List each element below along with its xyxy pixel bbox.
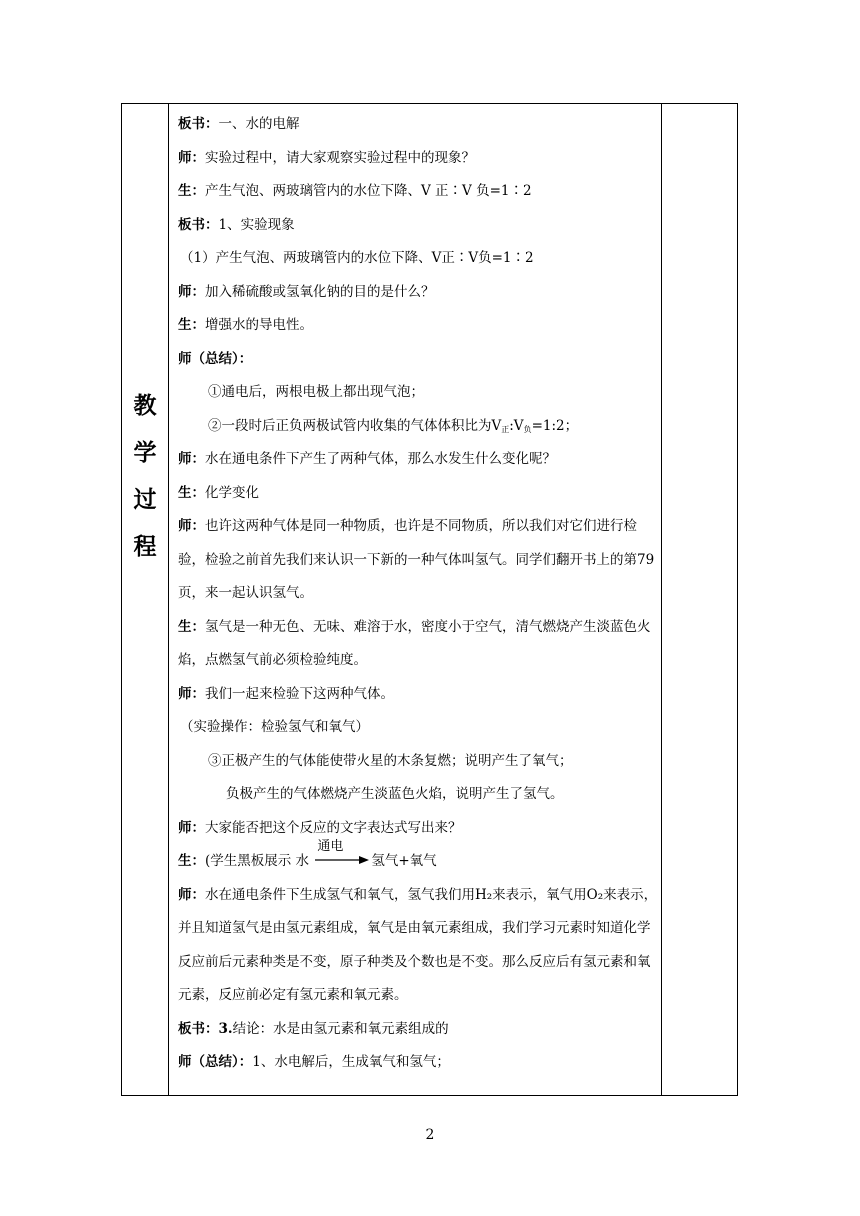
lesson-line (178, 812, 658, 846)
speaker-label: 师： (178, 886, 205, 903)
lesson-line (178, 242, 658, 276)
line-text: :V (509, 417, 524, 434)
lesson-line (178, 443, 658, 477)
lesson-line (178, 108, 658, 142)
reaction-arrow (313, 839, 371, 866)
lesson-content (178, 108, 658, 1080)
lesson-table (121, 103, 738, 1096)
line-text: =1:2； (531, 417, 579, 434)
speaker-label: 生： (178, 853, 205, 869)
line-text: 加入稀硫酸或氢氧化钠的目的是什么？ (205, 283, 435, 300)
speaker-label: 师（总结）： (178, 1054, 253, 1070)
section-label-char: 教 (133, 392, 157, 419)
speaker-label: 师： (178, 283, 205, 300)
line-text: ③正极产生的气体能使带火星的木条复燃；说明产生了氧气； (208, 752, 573, 769)
notes-cell (661, 104, 737, 1095)
line-text: 我们一起来检验下这两种气体。 (205, 685, 394, 702)
line-text: 水在通电条件下生成氢气和氧气，氢气我们用H₂来表示，氧气用O₂来表示，并且知道氢气是由氢元素组成，氧气是由氧元素组成，我们学习元素时知道化学反应前后元素种类是不变，原子种类及个数也是不变。那么反应后有氢元素和氧元素，反应前必定有氢元素和氧元素。 (178, 886, 658, 1003)
section-label-char: 学 (133, 439, 157, 466)
speaker-label: 板书： (178, 116, 219, 132)
line-text: 也许这两种气体是同一种物质，也许是不同物质，所以我们对它们进行检验，检验之前首先我们来认识一下新的一种气体叫氢气。同学们翻开书上的第79页，来一起认识氢气。 (178, 518, 655, 601)
line-text: 实验过程中，请大家观察实验过程中的现象？ (205, 149, 475, 166)
line-text: 1、实验现象 (218, 216, 295, 233)
line-text: 氢气是一种无色、无味、难溶于水，密度小于空气，清气燃烧产生淡蓝色火焰，点燃氢气前必须检验纯度。 (178, 618, 651, 668)
speaker-label: 板书： (178, 1020, 219, 1037)
speaker-label: 师： (178, 451, 205, 467)
lesson-line (178, 678, 658, 712)
page-number: 2 (425, 1127, 435, 1143)
arrow-label: 通电 (317, 839, 344, 854)
lesson-paragraph (178, 879, 658, 1013)
lesson-paragraph (178, 611, 658, 678)
line-text: 1、水电解后，生成氧气和氢气； (252, 1054, 450, 1070)
line-text-bold: 3. (218, 1020, 233, 1037)
line-text: 一、水的电解 (218, 116, 300, 132)
line-text: (学生黑板展示 水 (205, 853, 314, 869)
line-text: 产生气泡、两玻璃管内的水位下降、V 正∶V 负=1∶2 (205, 183, 532, 199)
speaker-label: 师： (178, 819, 205, 836)
lesson-line (178, 276, 658, 310)
lesson-line (178, 209, 658, 243)
line-text: 氢气+氧气 (371, 853, 437, 869)
lesson-line (178, 711, 658, 745)
line-text: 化学变化 (205, 484, 259, 501)
section-label (122, 382, 168, 570)
speaker-label: 师： (178, 685, 205, 702)
lesson-line (178, 142, 658, 176)
lesson-line (178, 376, 658, 410)
lesson-line (178, 477, 658, 511)
line-text: （实验操作：检验氢气和氧气） (180, 719, 369, 735)
line-text: 增强水的导电性。 (205, 317, 313, 333)
line-text: 大家能否把这个反应的文字表达式写出来？ (205, 819, 462, 836)
lesson-line (178, 410, 658, 444)
lesson-line (178, 839, 658, 879)
section-label-cell (122, 104, 169, 1095)
section-label-char: 程 (133, 533, 157, 560)
lesson-paragraph (178, 510, 658, 611)
line-text: 负极产生的气体燃烧产生淡蓝色火焰，说明产生了氢气。 (226, 786, 564, 802)
lesson-line (178, 1046, 658, 1080)
section-label-char: 过 (133, 486, 157, 513)
speaker-label: 板书： (178, 216, 219, 233)
speaker-label: 生： (178, 183, 205, 199)
line-text: 结论：水是由氢元素和氧元素组成的 (232, 1020, 449, 1037)
speaker-label: 师： (178, 518, 205, 534)
subscript: 正 (501, 424, 510, 434)
lesson-line (178, 175, 658, 209)
lesson-line (178, 778, 658, 812)
line-text: 水在通电条件下产生了两种气体，那么水发生什么变化呢？ (205, 451, 556, 467)
speaker-label: 师（总结）： (178, 350, 253, 367)
line-text: （1）产生气泡、两玻璃管内的水位下降、V正∶V负=1∶2 (180, 250, 534, 266)
speaker-label: 生： (178, 618, 205, 635)
speaker-label: 生： (178, 317, 205, 333)
line-text: ②一段时后正负两极试管内收集的气体体积比为V (208, 417, 502, 434)
lesson-line (178, 745, 658, 779)
speaker-label: 师： (178, 149, 205, 166)
speaker-label: 生： (178, 484, 205, 501)
lesson-line (178, 1013, 658, 1047)
right-arrow-icon (313, 854, 371, 866)
subscript: 负 (523, 424, 532, 434)
lesson-line (178, 309, 658, 343)
line-text: ①通电后，两根电极上都出现气泡； (208, 384, 424, 400)
lesson-line (178, 343, 658, 377)
